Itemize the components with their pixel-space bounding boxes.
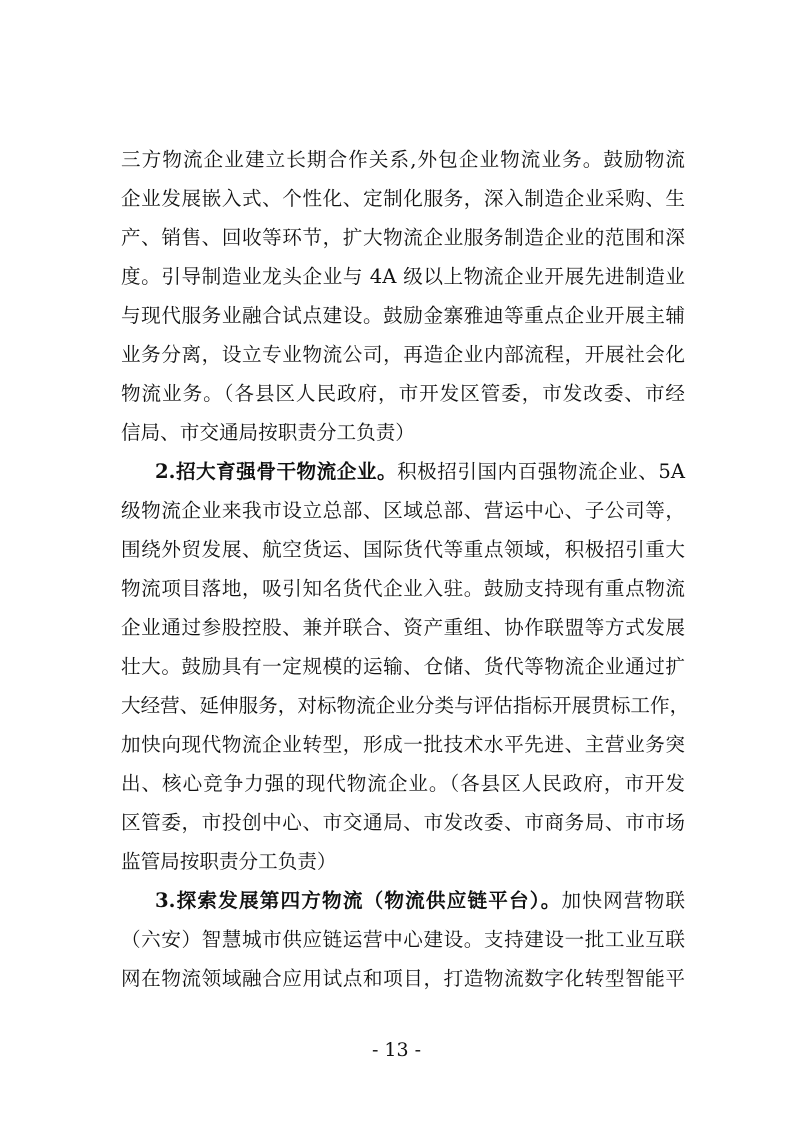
- text-line: [0, 340, 793, 370]
- text-line: [0, 730, 793, 760]
- line-text: 壮大。鼓励具有一定规模的运输、仓储、货代等物流企业通过扩: [121, 655, 685, 678]
- text-line: [0, 262, 793, 292]
- text-line: [0, 652, 793, 682]
- text-line: [0, 496, 793, 526]
- text-line: [0, 301, 793, 331]
- line-text: 企业通过参股控股、兼并联合、资产重组、协作联盟等方式发展: [121, 616, 685, 639]
- line-text: 围绕外贸发展、航空货运、国际货代等重点领域，积极招引重大: [121, 538, 685, 561]
- line-text: 物流项目落地，吸引知名货代企业入驻。鼓励支持现有重点物流: [121, 577, 685, 600]
- text-line: [0, 184, 793, 214]
- line-text: 物流业务。（各县区人民政府，市开发区管委，市发改委、市经: [121, 382, 685, 405]
- line-text: 产、销售、回收等环节，扩大物流企业服务制造企业的范围和深: [121, 226, 685, 249]
- text-line: [0, 418, 793, 448]
- text-line: [0, 613, 793, 643]
- text-line: [0, 847, 793, 877]
- text-line: [0, 769, 793, 799]
- line-text: 监管局按职责分工负责）: [121, 850, 337, 873]
- line-text: 区管委，市投创中心、市交通局、市发改委、市商务局、市市场: [121, 811, 685, 834]
- line-text: 信局、市交通局按职责分工负责）: [121, 421, 415, 444]
- text-line: [0, 574, 793, 604]
- page-number: - 13 -: [371, 1039, 422, 1061]
- line-text: （六安）智慧城市供应链运营中心建设。支持建设一批工业互联: [121, 928, 685, 951]
- line-text: 业务分离，设立专业物流公司，再造企业内部流程，开展社会化: [121, 343, 685, 366]
- text-line: [0, 691, 793, 721]
- line-text: 大经营、延伸服务，对标物流企业分类与评估指标开展贯标工作，: [121, 694, 690, 717]
- line-text: 加快向现代物流企业转型，形成一批技术水平先进、主营业务突: [121, 733, 685, 756]
- line-text: 网在物流领域融合应用试点和项目，打造物流数字化转型智能平: [121, 967, 685, 990]
- line-text: 度。引导制造业龙头企业与 4A 级以上物流企业开展先进制造业: [121, 265, 685, 288]
- line-text: 积极招引国内百强物流企业、5A: [397, 460, 685, 483]
- section-heading-line: [0, 886, 793, 916]
- text-line: [0, 145, 793, 175]
- line-text: 三方物流企业建立长期合作关系,外包企业物流业务。鼓励物流: [121, 148, 685, 171]
- line-text: 与现代服务业融合试点建设。鼓励金寨雅迪等重点企业开展主辅: [121, 304, 685, 327]
- text-line: [0, 964, 793, 994]
- line-text: 企业发展嵌入式、个性化、定制化服务，深入制造企业采购、生: [121, 187, 685, 210]
- text-line: [0, 535, 793, 565]
- section-heading: 2.招大育强骨干物流企业。: [155, 460, 398, 483]
- line-text: 级物流企业来我市设立总部、区域总部、营运中心、子公司等，: [121, 499, 685, 522]
- line-text: 加快网营物联: [561, 889, 686, 912]
- text-line: [0, 925, 793, 955]
- section-heading: 3.探索发展第四方物流（物流供应链平台）。: [155, 889, 562, 912]
- section-heading-line: [0, 457, 793, 487]
- text-line: [0, 379, 793, 409]
- line-text: 出、核心竞争力强的现代物流企业。（各县区人民政府，市开发: [121, 772, 685, 795]
- text-line: [0, 808, 793, 838]
- text-line: [0, 223, 793, 253]
